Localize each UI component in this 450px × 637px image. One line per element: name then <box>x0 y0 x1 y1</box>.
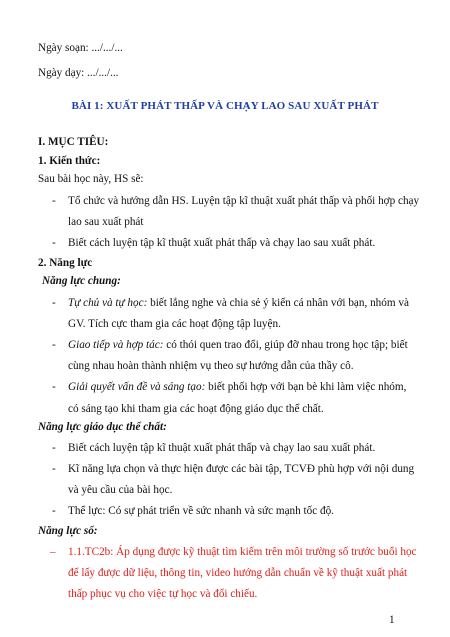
pe-item-2-line-2: và yêu cầu của bài học. <box>68 484 173 496</box>
bullet-dash: - <box>52 505 56 517</box>
bullet-dash: - <box>52 339 56 351</box>
date-prepared: Ngày soạn: .../.../... <box>38 42 123 54</box>
section-heading-objectives: I. MỤC TIÊU: <box>38 136 109 148</box>
bullet-dash: - <box>52 195 56 207</box>
general-item-2-emphasis: Giao tiếp và hợp tác: <box>68 339 164 351</box>
bullet-dash: - <box>52 237 56 249</box>
bullet-dash: - <box>52 297 56 309</box>
general-item-1-line-1 <box>68 296 409 310</box>
general-item-3-text: biết phối hợp với bạn bè khi làm việc nhóm, <box>205 381 407 393</box>
date-taught: Ngày dạy: .../.../... <box>38 67 119 79</box>
bullet-dash: – <box>50 546 56 558</box>
general-item-1-line-2: GV. Tích cực tham gia các hoạt động tập luyện. <box>68 318 281 330</box>
general-item-2-line-2: cùng nhau hoàn thành nhiệm vụ theo sự hướng dẫn của thầy cô. <box>68 360 354 372</box>
bullet-dash: - <box>52 381 56 393</box>
bullet-dash: - <box>52 463 56 475</box>
bullet-dash: - <box>52 442 56 454</box>
digital-item-line-3: thấp phục vụ cho việc tự học và đối chiếu. <box>68 588 258 600</box>
general-item-2-line-1 <box>68 338 408 352</box>
page-number: 1 <box>389 614 395 626</box>
digital-item-line-1: 1.1.TC2b: Áp dụng được kỹ thuật tìm kiếm trên môi trường số trước buổi học <box>68 546 417 558</box>
competence-heading: 2. Năng lực <box>38 257 93 269</box>
general-item-1-text: biết lắng nghe và chia sẻ ý kiến cá nhân với bạn, nhóm và <box>147 297 409 309</box>
general-item-2-text: có thói quen trao đổi, giúp đỡ nhau trong học tập; biết <box>163 339 408 351</box>
general-item-3-emphasis: Giải quyết vấn đề và sáng tạo: <box>68 381 206 393</box>
pe-item-2-line-1: Kĩ năng lựa chọn và thực hiện được các bài tập, TCVĐ phù hợp với nội dung <box>68 463 415 475</box>
general-item-3-line-1 <box>68 380 406 394</box>
digital-item-line-2: để lấy được dữ liệu, thông tin, video hướng dẫn chuẩn về kỹ thuật xuất phát <box>68 567 408 579</box>
digital-competence-heading: Năng lực số: <box>38 525 98 537</box>
knowledge-item-1-line-2: lao sau xuất phát <box>68 216 144 228</box>
general-competence-heading: Năng lực chung: <box>42 275 121 287</box>
knowledge-heading: 1. Kiến thức: <box>38 155 101 167</box>
general-item-1-emphasis: Tự chủ và tự học: <box>68 297 148 309</box>
knowledge-item-1-line-1: Tổ chức và hướng dẫn HS. Luyện tập kĩ thuật xuất phát thấp và phối hợp chạy <box>68 195 420 207</box>
pe-item-3: Thể lực: Có sự phát triển về sức nhanh và sức mạnh tốc độ. <box>68 505 334 517</box>
knowledge-intro: Sau bài học này, HS sẽ: <box>38 173 144 185</box>
general-item-3-line-2: có sáng tạo khi tham gia các hoạt động giáo dục thể chất. <box>68 403 324 415</box>
pe-item-1: Biết cách luyện tập kĩ thuật xuất phát thấp và chạy lao sau xuất phát. <box>68 442 376 454</box>
knowledge-item-2: Biết cách luyện tập kĩ thuật xuất phát thấp và chạy lao sau xuất phát. <box>68 237 376 249</box>
lesson-title: BÀI 1: XUẤT PHÁT THẤP VÀ CHẠY LAO SAU XUẤT PHÁT <box>71 100 379 112</box>
pe-competence-heading: Năng lực giáo dục thể chất: <box>38 421 167 433</box>
